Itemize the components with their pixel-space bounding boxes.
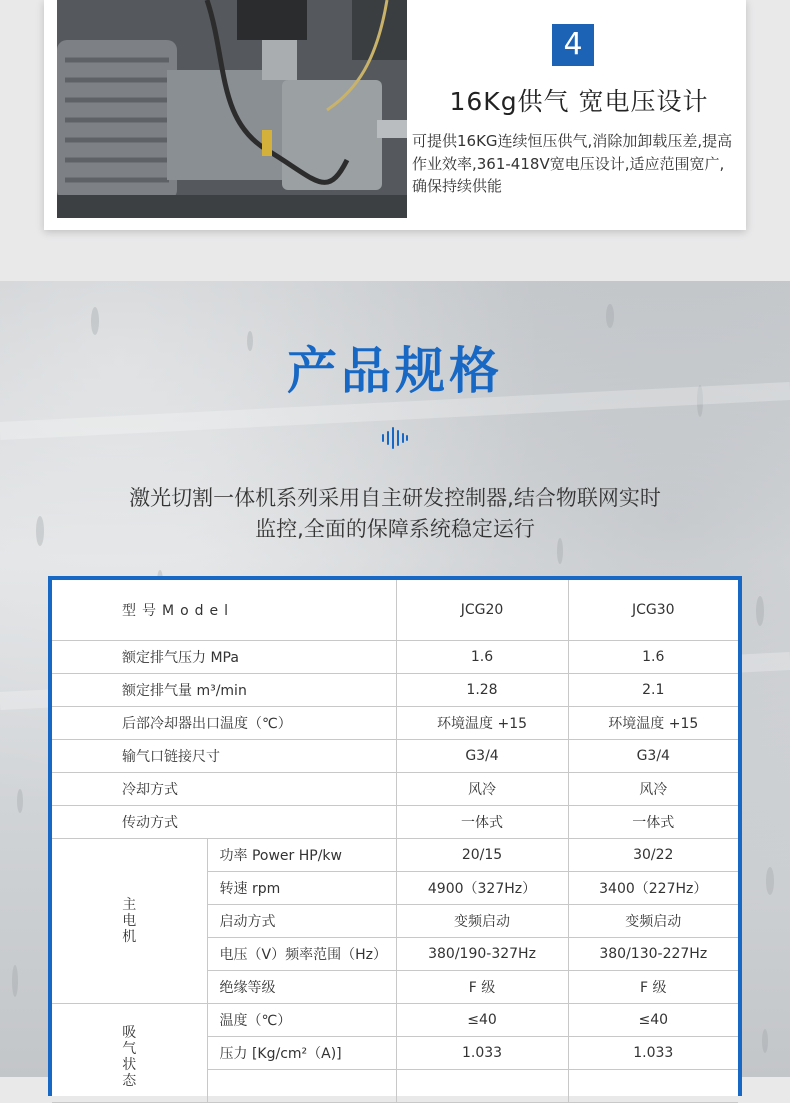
spec-title: 产品规格: [287, 342, 503, 400]
motor-group-label: 主电机: [52, 838, 207, 1003]
row-value-1: 380/190-327Hz: [396, 937, 568, 970]
row-value-1: 20/15: [396, 838, 568, 871]
row-value-cut-1: [396, 1069, 568, 1102]
row-value-2: 1.033: [568, 1036, 738, 1069]
row-value-1: 风冷: [396, 772, 568, 805]
table-header-label: [52, 580, 396, 640]
feature-title: 16Kg供气 宽电压设计: [449, 87, 709, 116]
feature-card: [44, 0, 746, 230]
row-value-2: 环境温度 +15: [568, 706, 738, 739]
table-row: [52, 706, 738, 739]
row-value-1: 4900（327Hz）: [396, 871, 568, 904]
compressor-photo: [57, 0, 407, 218]
row-value-1: 变频启动: [396, 904, 568, 937]
table-row: [52, 673, 738, 706]
table-row: [52, 838, 738, 871]
row-label: 功率 Power HP/kw: [207, 838, 396, 871]
row-value-1: 1.033: [396, 1036, 568, 1069]
row-label-cut: [207, 1069, 396, 1102]
intake-group-label: 吸气状态: [52, 1003, 207, 1102]
row-label: 额定排气量 m³/min: [52, 673, 396, 706]
row-label: 温度（℃）: [207, 1003, 396, 1036]
row-value-2: 1.6: [568, 640, 738, 673]
table-row: [52, 805, 738, 838]
spec-section: [0, 281, 790, 1089]
row-label: 传动方式: [52, 805, 396, 838]
row-value-1: ≤40: [396, 1003, 568, 1036]
row-value-2: G3/4: [568, 739, 738, 772]
row-value-1: 环境温度 +15: [396, 706, 568, 739]
row-value-2: ≤40: [568, 1003, 738, 1036]
table-row: [52, 1003, 738, 1036]
row-label: 电压（V）频率范围（Hz）: [207, 937, 396, 970]
spec-intro: [0, 483, 790, 545]
row-label: 绝缘等级: [207, 970, 396, 1003]
row-value-1: 1.28: [396, 673, 568, 706]
row-label: 压力 [Kg/cm²（A)]: [207, 1036, 396, 1069]
spec-intro-line-2: 监控,全面的保障系统稳定运行: [255, 517, 535, 541]
table-row: [52, 739, 738, 772]
feature-description: 可提供16KG连续恒压供气,消除加卸载压差,提高作业效率,361-418V宽电压设计,适应范围宽广,确保持续供能: [412, 132, 733, 195]
row-value-2: 3400（227Hz）: [568, 871, 738, 904]
row-value-1: G3/4: [396, 739, 568, 772]
row-label: 冷却方式: [52, 772, 396, 805]
model-label: 型号Model: [122, 602, 235, 619]
row-label: 输气口链接尺寸: [52, 739, 396, 772]
table-header-row: [52, 580, 738, 640]
row-value-cut-2: [568, 1069, 738, 1102]
row-label: 启动方式: [207, 904, 396, 937]
row-label: 后部冷却器出口温度（℃）: [52, 706, 396, 739]
row-value-1: 一体式: [396, 805, 568, 838]
row-value-2: F 级: [568, 970, 738, 1003]
row-value-2: 变频启动: [568, 904, 738, 937]
row-value-1: 1.6: [396, 640, 568, 673]
spec-table: [52, 580, 738, 1103]
row-label: 额定排气压力 MPa: [52, 640, 396, 673]
row-value-2: 2.1: [568, 673, 738, 706]
table-header-col1: JCG20: [396, 580, 568, 640]
spec-table-frame: [48, 576, 742, 1096]
spec-intro-line-1: 激光切割一体机系列采用自主研发控制器,结合物联网实时: [129, 486, 661, 510]
row-value-1: F 级: [396, 970, 568, 1003]
feature-number-badge: 4: [552, 24, 594, 66]
table-header-col2: JCG30: [568, 580, 738, 640]
row-label: 转速 rpm: [207, 871, 396, 904]
table-row: [52, 772, 738, 805]
feature-section: [0, 0, 790, 281]
row-value-2: 风冷: [568, 772, 738, 805]
sound-wave-icon: [381, 426, 409, 450]
row-value-2: 380/130-227Hz: [568, 937, 738, 970]
row-value-2: 30/22: [568, 838, 738, 871]
table-row: [52, 640, 738, 673]
row-value-2: 一体式: [568, 805, 738, 838]
